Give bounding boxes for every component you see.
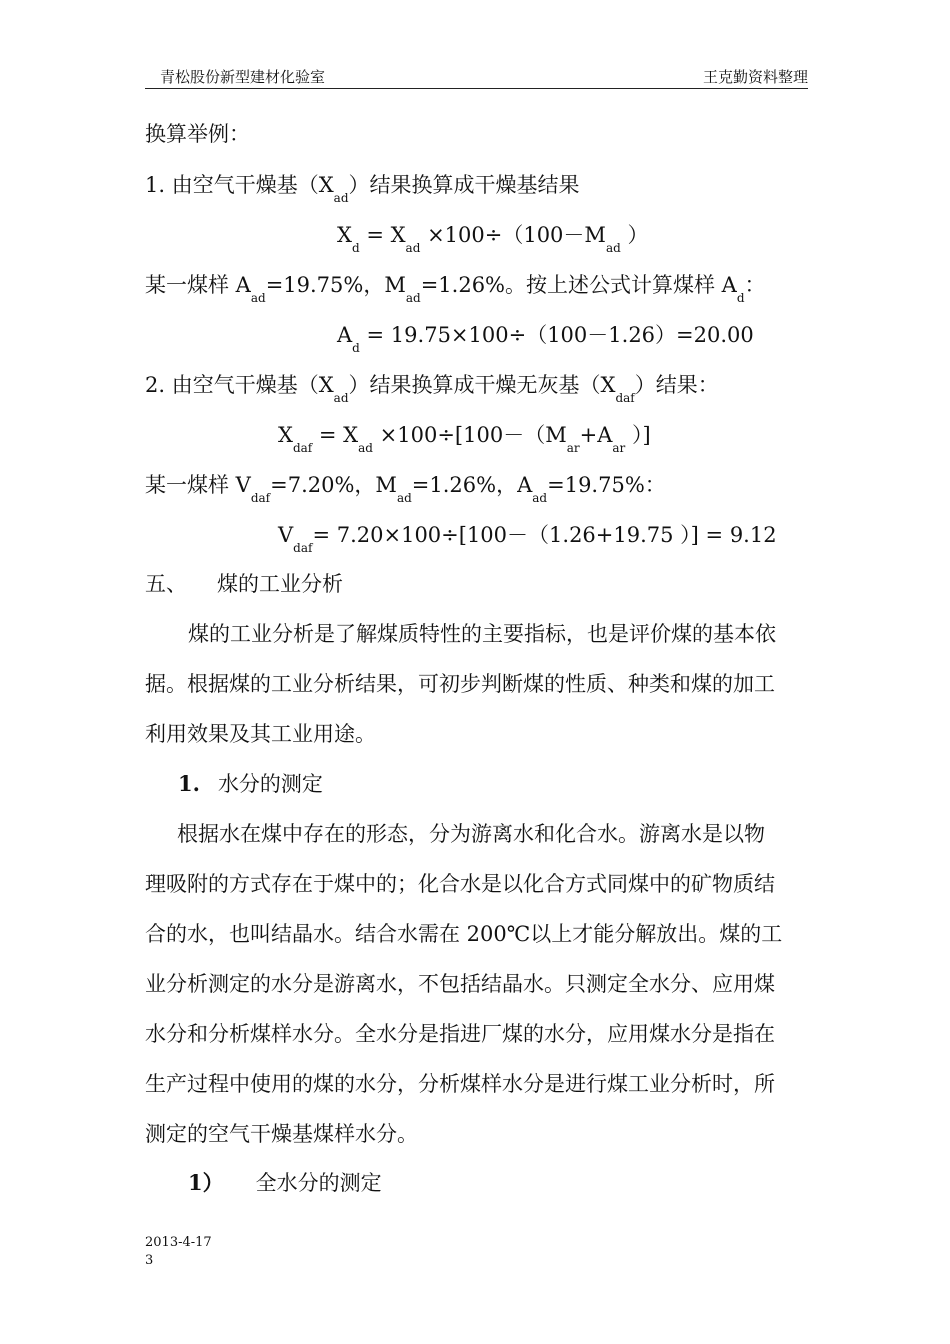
- para1-line: 利用效果及其工业用途。: [145, 722, 376, 746]
- example2: [145, 473, 666, 505]
- formula2-sub1: daf: [292, 441, 313, 455]
- formula2-b: = X: [312, 423, 359, 447]
- calc1-sub: d: [352, 341, 360, 355]
- example1-d: ：: [744, 273, 766, 297]
- para2-line: 生产过程中使用的煤的水分，分析煤样水分是进行煤工业分析时，所: [145, 1072, 775, 1096]
- para1-line: 据。根据煤的工业分析结果，可初步判断煤的性质、种类和煤的加工: [145, 672, 775, 696]
- sub2-num: 1）: [188, 1170, 224, 1195]
- sub2-heading: [188, 1172, 382, 1194]
- para2-line: 合的水，也叫结晶水。结合水需在 200℃以上才能分解放出。煤的工: [145, 922, 783, 946]
- example1-b: =19.75%，M: [265, 273, 406, 297]
- item1-title-a: 1. 由空气干燥基（X: [145, 173, 334, 197]
- item2-title-sub2: daf: [615, 391, 635, 405]
- para2-line: 根据水在煤中存在的形态，分为游离水和化合水。游离水是以物: [177, 822, 765, 846]
- formula2-sub3: ar: [566, 441, 580, 455]
- example1-sub2: ad: [405, 291, 421, 305]
- page-number: 3: [145, 1253, 154, 1268]
- item2-title: [145, 373, 719, 405]
- sub1-num: 1.: [178, 771, 200, 796]
- formula1-sub-ad: ad: [405, 241, 421, 255]
- sub1-title: 水分的测定: [217, 772, 323, 796]
- item2-title-c: ）结果：: [634, 373, 719, 397]
- formula2-sub2: ad: [358, 441, 373, 455]
- item1-title: [145, 173, 580, 205]
- formula2-c: ×100÷[100－（M: [372, 423, 567, 447]
- example1-sub3: d: [736, 291, 745, 305]
- formula1-sub-d: d: [351, 241, 360, 255]
- sub1-heading: [178, 773, 323, 795]
- sub2-title: 全水分的测定: [255, 1171, 382, 1195]
- para1-line: 煤的工业分析是了解煤质特性的主要指标，也是评价煤的基本依: [188, 622, 776, 646]
- para2-line: 测定的空气干燥基煤样水分。: [145, 1122, 418, 1146]
- formula1-sub-ad2: ad: [605, 241, 621, 255]
- section5-num: 五、: [145, 572, 187, 596]
- example1: [145, 273, 766, 305]
- item2-title-b: ）结果换算成干燥无灰基（X: [348, 373, 616, 397]
- section5-heading: [145, 574, 343, 595]
- calc2-sub: daf: [293, 541, 313, 555]
- item1-title-b: ）结果换算成干燥基结果: [348, 173, 580, 197]
- calc2-b: = 7.20×100÷[100－（1.26+19.75 ）] = 9.12: [312, 523, 777, 547]
- formula1-x: X: [337, 223, 352, 247]
- item1-title-sub: ad: [333, 191, 349, 205]
- para2-line: 理吸附的方式存在于煤中的；化合水是以化合方式同煤中的矿物质结: [145, 872, 775, 896]
- example2-sub2: ad: [396, 491, 412, 505]
- header-left: 青松股份新型建材化验室: [160, 68, 326, 86]
- item2-title-a: 2. 由空气干燥基（X: [145, 373, 334, 397]
- formula2-d: +A: [579, 423, 613, 447]
- formula1-eq: = X: [359, 223, 406, 247]
- calc1-b: = 19.75×100÷（100－1.26）=20.00: [359, 323, 754, 347]
- section5-title: 煤的工业分析: [217, 572, 343, 596]
- footer-date: 2013-4-17: [145, 1235, 212, 1250]
- calc2: [278, 523, 777, 555]
- calc2-a: V: [278, 523, 294, 547]
- formula1: [337, 223, 649, 255]
- example2-a: 某一煤样 V: [145, 473, 251, 497]
- example2-sub3: ad: [532, 491, 548, 505]
- formula2-e: ）]: [625, 423, 651, 447]
- example2-c: =1.26%，A: [411, 473, 533, 497]
- example1-sub1: ad: [250, 291, 266, 305]
- calc1: [337, 323, 754, 355]
- example2-b: =7.20%，M: [270, 473, 397, 497]
- para2-line: 业分析测定的水分是游离水，不包括结晶水。只测定全水分、应用煤: [145, 972, 775, 996]
- examples-title: 换算举例：: [145, 122, 250, 146]
- formula1-rest: ×100÷（100－M: [420, 223, 606, 247]
- formula2-sub4: ar: [612, 441, 626, 455]
- example1-c: =1.26%。按上述公式计算煤样 A: [420, 273, 737, 297]
- item2-title-sub1: ad: [333, 391, 349, 405]
- header-rule: [145, 88, 808, 89]
- calc1-a: A: [337, 323, 353, 347]
- header-right: 王克勤资料整理: [702, 68, 808, 86]
- para2-line: 水分和分析煤样水分。全水分是指进厂煤的水分，应用煤水分是指在: [145, 1022, 775, 1046]
- formula2-a: X: [278, 423, 293, 447]
- example1-a: 某一煤样 A: [145, 273, 251, 297]
- formula1-end: ）: [620, 223, 649, 247]
- formula2: [278, 423, 651, 455]
- example2-d: =19.75%：: [547, 473, 666, 497]
- example2-sub1: daf: [250, 491, 271, 505]
